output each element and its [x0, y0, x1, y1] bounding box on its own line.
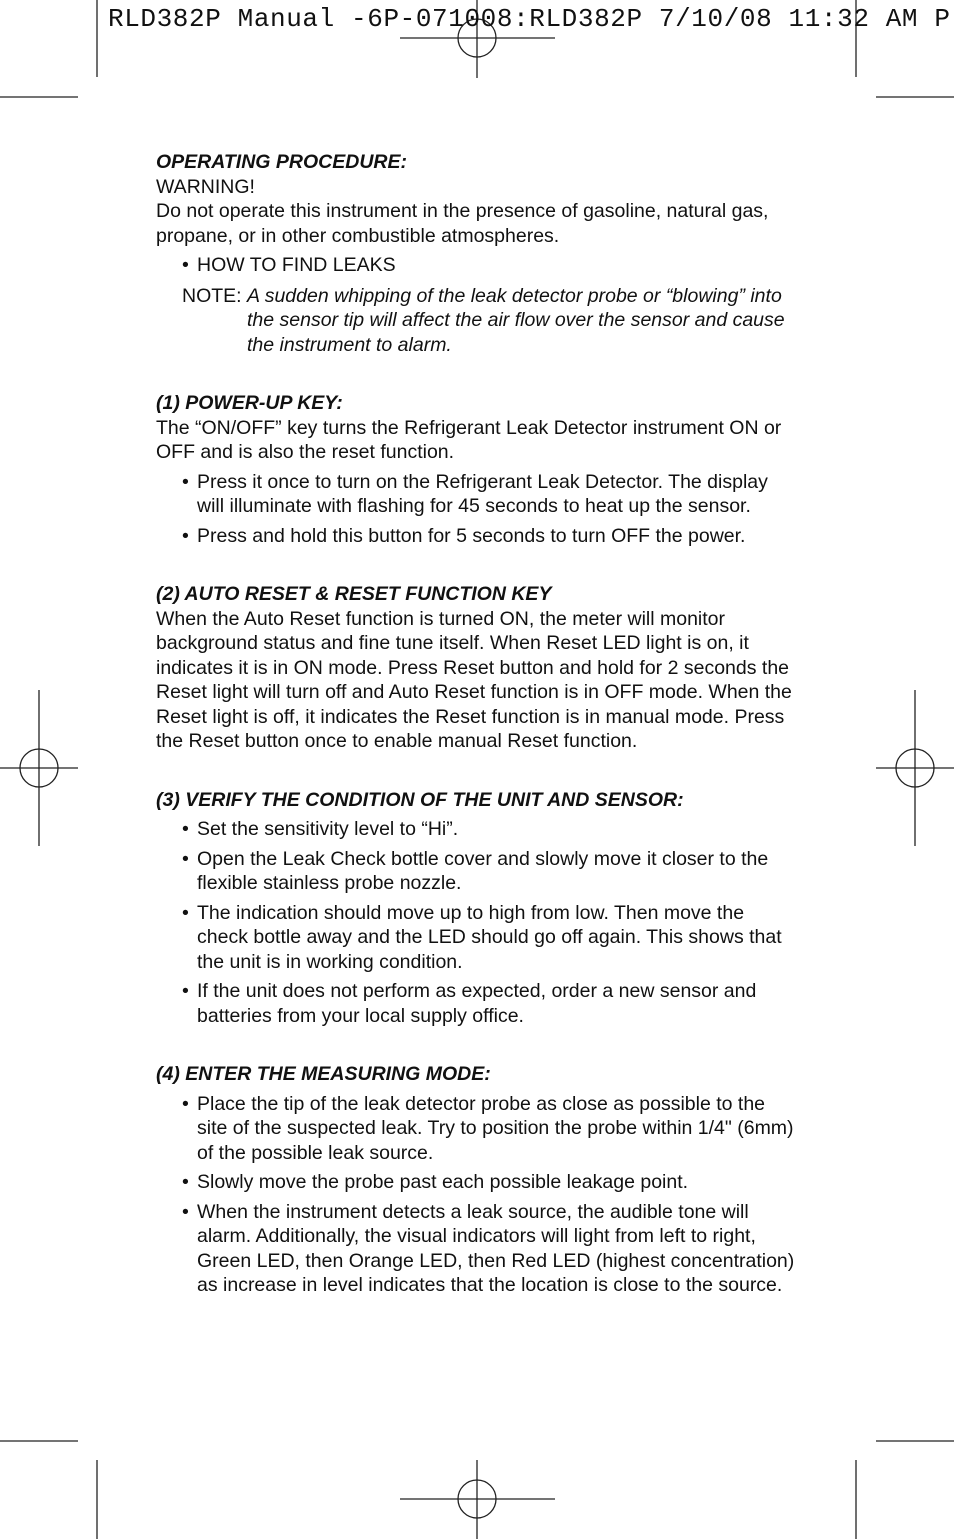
- list-item: • Place the tip of the leak detector probe as close as possible to the site of the suspected leak. Try to position the probe within 1/4" (6mm) of the possible leak source.: [182, 1092, 796, 1166]
- section-intro: The “ON/OFF” key turns the Refrigerant Leak Detector instrument ON or OFF and is also the reset function.: [156, 416, 782, 463]
- power-up-list: [156, 470, 796, 549]
- list-item: • If the unit does not perform as expected, order a new sensor and batteries from your local supply office.: [182, 979, 796, 1028]
- manual-page-content: [156, 150, 796, 1332]
- registration-mark-right: [876, 690, 954, 846]
- note-block: [182, 284, 796, 358]
- find-leaks-list: [156, 253, 796, 278]
- verify-list: [156, 817, 796, 1028]
- list-item: • Slowly move the probe past each possible leakage point.: [182, 1170, 796, 1195]
- list-item: • Open the Leak Check bottle cover and slowly move it closer to the flexible stainless probe nozzle.: [182, 847, 796, 896]
- measuring-list: [156, 1092, 796, 1298]
- section-title: OPERATING PROCEDURE:: [156, 151, 407, 173]
- section-title: (4) ENTER THE MEASURING MODE:: [156, 1063, 491, 1085]
- list-item: • Press it once to turn on the Refrigerant Leak Detector. The display will illuminate with flashing for 45 seconds to heat up the sensor.: [182, 470, 796, 519]
- list-item: • HOW TO FIND LEAKS: [182, 253, 796, 278]
- list-item: • When the instrument detects a leak source, the audible tone will alarm. Additionally, the visual indicators will light from left to right, Green LED, then Orange LED, then Red LED (highest concentration) as increase in level indicates that the location is close to the source.: [182, 1200, 796, 1298]
- section-auto-reset: [156, 582, 796, 754]
- section-power-up-key: [156, 391, 796, 548]
- section-title: (3) VERIFY THE CONDITION OF THE UNIT AND SENSOR:: [156, 788, 684, 811]
- list-item: • The indication should move up to high from low. Then move the check bottle away and the LED should go off again. This shows that the unit is in working condition.: [182, 901, 796, 975]
- warning-text: Do not operate this instrument in the presence of gasoline, natural gas, propane, or in other combustible atmospheres.: [156, 200, 769, 247]
- section-operating-procedure: [156, 150, 796, 357]
- note-text: A sudden whipping of the leak detector probe or “blowing” into the sensor tip will affect the air flow over the sensor and cause the instrument to alarm.: [247, 284, 785, 356]
- list-item: • Press and hold this button for 5 seconds to turn OFF the power.: [182, 524, 796, 549]
- note-label: NOTE:: [182, 284, 248, 307]
- list-item: • Set the sensitivity level to “Hi”.: [182, 817, 796, 842]
- section-verify-condition: [156, 788, 796, 1029]
- warning-label: WARNING!: [156, 175, 255, 198]
- registration-mark-left: [0, 690, 78, 846]
- section-measuring-mode: [156, 1062, 796, 1298]
- section-title: (2) AUTO RESET & RESET FUNCTION KEY: [156, 583, 552, 605]
- registration-mark-bottom: [400, 1460, 555, 1539]
- section-title: (1) POWER-UP KEY:: [156, 392, 343, 414]
- print-slug-header: RLD382P Manual -6P-071008:RLD382P 7/10/08 11:32 AM P: [108, 4, 951, 34]
- section-body: When the Auto Reset function is turned ON, the meter will monitor background status and fine tune itself. When Reset LED light is on, it indicates it is in ON mode. Press Reset button and hold for 2 seconds the Reset light will turn off and Auto Reset function is in OFF mode. When the Reset light is off, it indicates the Reset function is in manual mode. Press the Reset button once to enable manual Reset function.: [156, 607, 792, 752]
